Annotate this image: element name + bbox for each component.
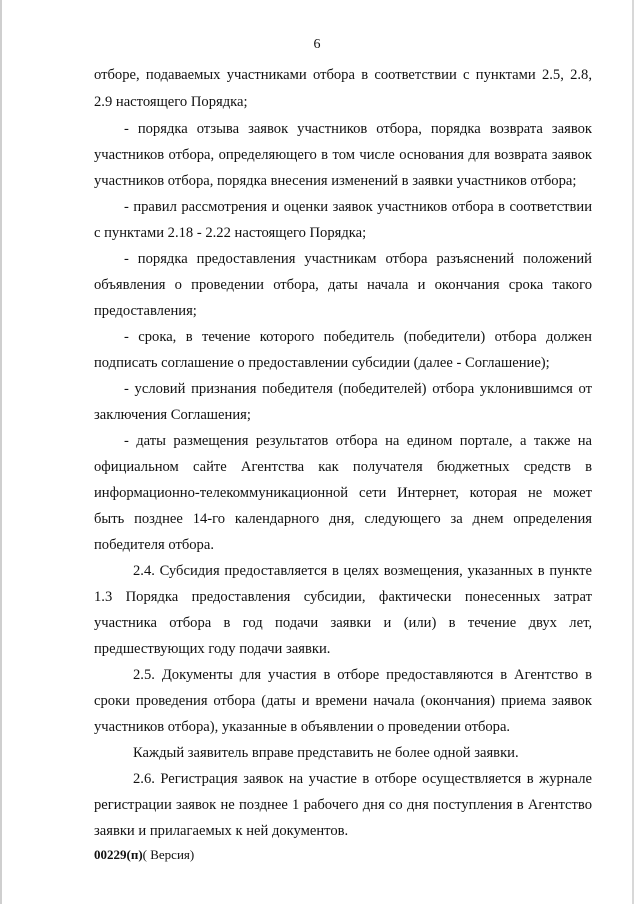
text-line: с пунктами 2.18 - 2.22 настоящего Порядка; [94, 225, 367, 241]
text-line: быть позднее 14-го календарного дня, следующего за днем определения [94, 511, 592, 527]
text-line: - порядка предоставления участникам отбора разъяснений положений [124, 251, 592, 267]
text-line: Каждый заявитель вправе представить не более одной заявки. [133, 745, 519, 761]
text-line: информационно-телекоммуникационной сети Интернет, которая не может [94, 485, 592, 501]
text-line: - правил рассмотрения и оценки заявок участников отбора в соответствии [124, 199, 592, 215]
text-line: участников отбора, порядка внесения изменений в заявки участников отбора; [94, 173, 577, 189]
text-line: сроки проведения отбора (даты и времени начала (окончания) приема заявок [94, 693, 592, 709]
text-line: победителя отбора. [94, 537, 214, 553]
document-code: 00229(п) [94, 847, 143, 862]
page-number: 6 [313, 37, 321, 52]
text-line: - условий признания победителя (победителей) отбора уклонившимся от [124, 381, 592, 397]
text-line: заключения Соглашения; [94, 407, 251, 423]
scan-edge-left [0, 0, 2, 904]
text-line: - даты размещения результатов отбора на едином портале, а также на [124, 433, 592, 449]
text-line: предшествующих году подачи заявки. [94, 641, 331, 657]
text-line: участника отбора в год подачи заявки и (или) в течение двух лет, [94, 615, 592, 631]
text-line: 1.3 Порядка предоставления субсидии, фактически понесенных затрат [94, 589, 592, 605]
text-line: заявки и прилагаемых к ней документов. [94, 823, 349, 839]
text-line: 2.4. Субсидия предоставляется в целях возмещения, указанных в пункте [133, 563, 592, 579]
text-line: - срока, в течение которого победитель (победители) отбора должен [124, 329, 592, 345]
text-line: 2.9 настоящего Порядка; [94, 94, 248, 110]
text-line: 2.6. Регистрация заявок на участие в отборе осуществляется в журнале [133, 771, 592, 787]
text-line: предоставления; [94, 303, 197, 319]
document-version: ( Версия) [142, 847, 195, 862]
text-line: отборе, подаваемых участниками отбора в соответствии с пунктами 2.5, 2.8, [94, 67, 592, 83]
document-footer [94, 847, 194, 863]
text-line: - порядка отзыва заявок участников отбора, порядка возврата заявок [124, 121, 592, 137]
text-line: регистрации заявок не позднее 1 рабочего дня со дня поступления в Агентство [94, 797, 592, 813]
text-line: подписать соглашение о предоставлении субсидии (далее - Соглашение); [94, 355, 550, 371]
text-line: 2.5. Документы для участия в отборе предоставляются в Агентство в [133, 667, 592, 683]
text-line: участников отбора, определяющего в том числе основания для возврата заявок [94, 147, 592, 163]
text-line: официальном сайте Агентства как получателя бюджетных средств в [94, 459, 592, 475]
text-line: объявления о проведении отбора, даты начала и окончания срока такого [94, 277, 592, 293]
text-line: участников отбора), указанные в объявлении о проведении отбора. [94, 719, 511, 735]
